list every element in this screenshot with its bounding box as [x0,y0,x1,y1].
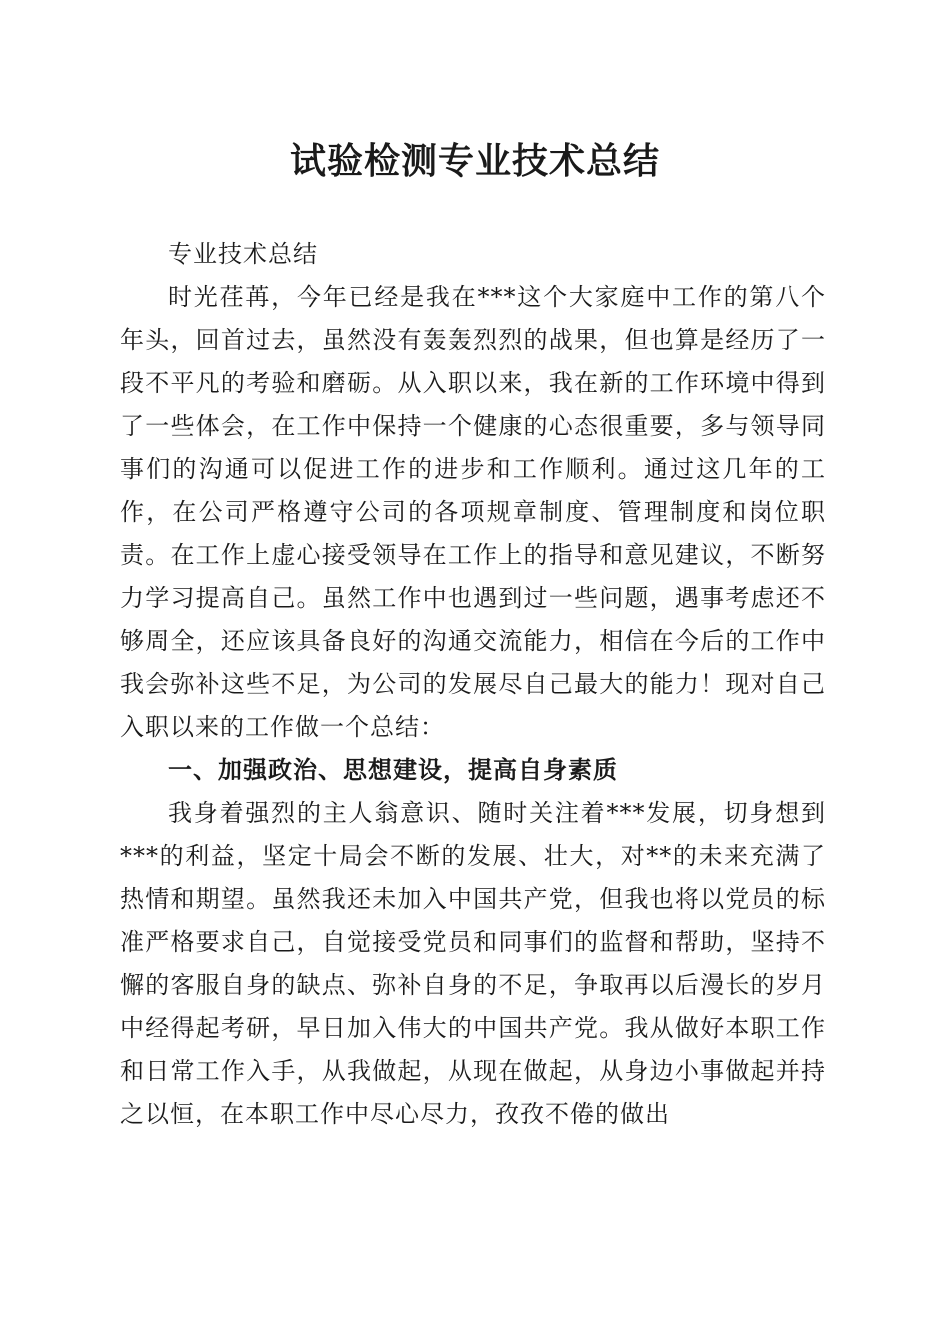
document-title: 试验检测专业技术总结 [289,140,660,182]
document-body [120,233,826,1136]
intro-paragraph: 时光荏苒，今年已经是我在***这个大家庭中工作的第八个年头，回首过去，虽然没有轰轰烈烈的战果，但也算是经历了一段不平凡的考验和磨砺。从入职以来，我在新的工作环境中得到了一些体会，在工作中保持一个健康的心态很重要，多与领导同事们的沟通可以促进工作的进步和工作顺利。通过这几年的工作，在公司严格遵守公司的各项规章制度、管理制度和岗位职责。在工作上虚心接受领导在工作上的指导和意见建议，不断努力学习提高自己。虽然工作中也遇到过一些问题，遇事考虑还不够周全，还应该具备良好的沟通交流能力，相信在今后的工作中我会弥补这些不足，为公司的发展尽自己最大的能力！现对自己入职以来的工作做一个总结： [120,283,826,741]
section-heading: 一、加强政治、思想建设，提高自身素质 [168,756,618,784]
document-subtitle: 专业技术总结 [168,240,318,268]
section-paragraph: 我身着强烈的主人翁意识、随时关注着***发展，切身想到***的利益，坚定十局会不断的发展、壮大，对**的未来充满了热情和期望。虽然我还未加入中国共产党，但我也将以党员的标准严格要求自己，自觉接受党员和同事们的监督和帮助，坚持不懈的客服自身的缺点、弥补自身的不足，争取再以后漫长的岁月中经得起考研，早日加入伟大的中国共产党。我从做好本职工作和日常工作入手，从我做起，从现在做起，从身边小事做起并持之以恒，在本职工作中尽心尽力，孜孜不倦的做出 [120,799,826,1128]
